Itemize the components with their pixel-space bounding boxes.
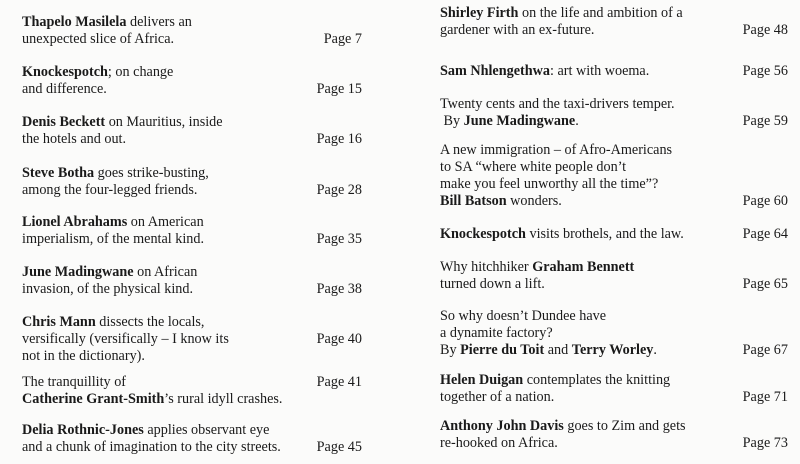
- toc-entry-description: [22, 165, 287, 199]
- toc-entry-description: [22, 374, 287, 408]
- description-text: .: [575, 113, 579, 129]
- toc-entry: [440, 372, 790, 406]
- toc-entry-description: [22, 264, 287, 298]
- toc-entry-description: [440, 372, 705, 406]
- author-name: Chris Mann: [22, 314, 96, 330]
- author-name: Terry Worley: [571, 342, 654, 358]
- description-text: on American imperialism, of the mental kind.: [22, 214, 205, 247]
- toc-entry: [440, 418, 790, 452]
- description-text: and: [544, 342, 572, 358]
- toc-entry-description: [440, 259, 705, 293]
- description-text: A new immigration – of Afro-Americans to SA “where white people don’t make you feel unworthy all the time”?: [440, 142, 673, 192]
- description-text: goes to Zim and gets re-hooked on Africa.: [440, 418, 686, 451]
- author-name: June Madingwane: [22, 264, 134, 280]
- page-number: Page 45: [316, 439, 362, 455]
- description-text: on the life and ambition of a gardener with an ex-future.: [440, 5, 683, 38]
- description-text: The tranquillity of: [22, 374, 127, 390]
- page-number: Page 67: [742, 342, 788, 358]
- description-text: visits brothels, and the law.: [525, 226, 684, 242]
- page-number: Page 38: [316, 281, 362, 297]
- toc-entry: [22, 64, 382, 98]
- author-name: Helen Duigan: [440, 372, 524, 388]
- description-text: applies observant eye and a chunk of imagination to the city streets.: [22, 422, 281, 455]
- author-name: Steve Botha: [22, 165, 95, 181]
- author-name: Bill Batson: [440, 193, 507, 209]
- author-name: Catherine Grant-Smith: [22, 391, 165, 407]
- toc-entry: [440, 142, 790, 210]
- toc-entry: [22, 422, 382, 456]
- author-name: Shirley Firth: [440, 5, 519, 21]
- toc-entry-description: [22, 214, 287, 248]
- description-text: delivers an unexpected slice of Africa.: [22, 14, 192, 47]
- toc-entry: [440, 308, 790, 359]
- page-number: Page 48: [742, 22, 788, 38]
- author-name: Pierre du Toit: [460, 342, 545, 358]
- toc-entry-description: [22, 14, 287, 48]
- page-number: Page 40: [316, 331, 362, 347]
- page-number: Page 65: [742, 276, 788, 292]
- author-name: Knockespotch: [440, 226, 526, 242]
- description-text: on African invasion, of the physical kind.: [22, 264, 198, 297]
- toc-entry-description: [22, 422, 287, 456]
- toc-entry-description: [440, 226, 705, 243]
- page-number: Page 73: [742, 435, 788, 451]
- author-name: Denis Beckett: [22, 114, 106, 130]
- toc-entry-description: [440, 142, 705, 210]
- toc-entry: [440, 96, 790, 130]
- toc-entry: [440, 226, 790, 243]
- author-name: June Madingwane: [463, 113, 576, 129]
- page-number: Page 15: [316, 81, 362, 97]
- author-name: Knockespotch: [22, 64, 108, 80]
- author-name: Thapelo Masilela: [22, 14, 127, 30]
- toc-entry-description: [440, 418, 705, 452]
- description-text: wonders.: [506, 193, 562, 209]
- toc-entry: [22, 314, 382, 365]
- page-number: Page 28: [316, 182, 362, 198]
- page-number: Page 60: [742, 193, 788, 209]
- toc-entry: [22, 114, 382, 148]
- toc-entry-description: [440, 63, 705, 80]
- toc-entry: [22, 264, 382, 298]
- author-name: Anthony John Davis: [440, 418, 564, 434]
- page-number: Page 59: [742, 113, 788, 129]
- author-name: Lionel Abrahams: [22, 214, 128, 230]
- description-text: Why hitchhiker: [440, 259, 533, 275]
- toc-entry-description: [22, 114, 287, 148]
- toc-entry: [440, 63, 790, 80]
- description-text: contemplates the knitting together of a nation.: [440, 372, 671, 405]
- description-text: ; on change and difference.: [22, 64, 174, 97]
- description-text: turned down a lift.: [440, 276, 545, 292]
- toc-entry: [22, 165, 382, 199]
- page-number: Page 71: [742, 389, 788, 405]
- toc-entry-description: [440, 96, 705, 130]
- page-number: Page 7: [323, 31, 362, 47]
- description-text: Twenty cents and the taxi-drivers temper. By: [440, 96, 675, 129]
- page-number: Page 64: [742, 226, 788, 242]
- toc-entry-description: [22, 64, 287, 98]
- toc-entry: [22, 14, 382, 48]
- author-name: Graham Bennett: [532, 259, 635, 275]
- toc-entry-description: [22, 314, 287, 365]
- page-number: Page 35: [316, 231, 362, 247]
- page-number: Page 16: [316, 131, 362, 147]
- description-text: : art with woema.: [549, 63, 650, 79]
- toc-entry: [22, 374, 382, 408]
- toc-entry-description: [440, 308, 705, 359]
- description-text: ’s rural idyll crashes.: [164, 391, 283, 407]
- toc-entry: [440, 259, 790, 293]
- description-text: .: [653, 342, 657, 358]
- toc-entry: [22, 214, 382, 248]
- description-text: So why doesn’t Dundee have a dynamite factory? By: [440, 308, 607, 358]
- toc-entry-description: [440, 5, 705, 39]
- author-name: Sam Nhlengethwa: [440, 63, 550, 79]
- description-text: dissects the locals, versifically (versifically – I know its not in the dictionary).: [22, 314, 229, 364]
- description-text: goes strike-busting, among the four-legged friends.: [22, 165, 209, 198]
- page-number: Page 41: [316, 374, 362, 390]
- toc-entry: [440, 5, 790, 39]
- page-number: Page 56: [742, 63, 788, 79]
- author-name: Delia Rothnic-Jones: [22, 422, 144, 438]
- description-text: on Mauritius, inside the hotels and out.: [22, 114, 223, 147]
